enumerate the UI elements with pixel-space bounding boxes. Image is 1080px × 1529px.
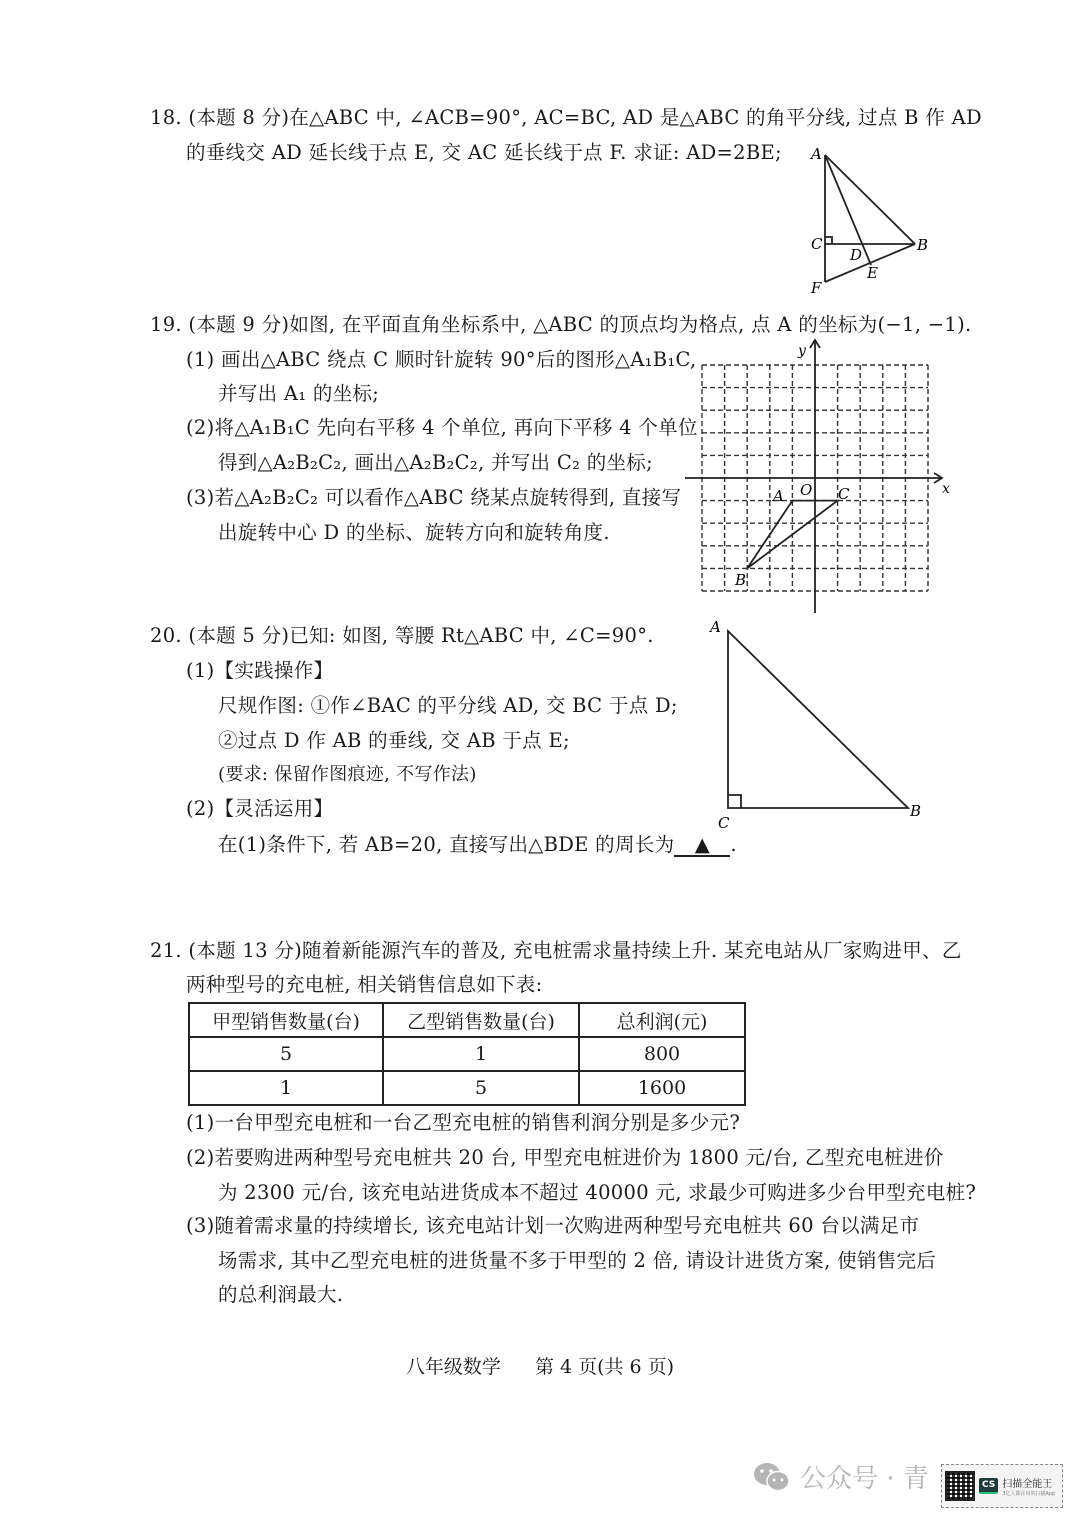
table-header: 总利润(元) bbox=[579, 1003, 745, 1037]
q20-part1-requirement: (要求: 保留作图痕迹, 不写作法) bbox=[218, 764, 477, 785]
q20-label-b: B bbox=[910, 802, 922, 820]
q21-part3-line3: 的总利润最大. bbox=[218, 1283, 344, 1306]
wechat-icon bbox=[752, 1461, 792, 1493]
q18-label-b: B bbox=[917, 236, 929, 254]
q20-part1-step2: ②过点 D 作 AB 的垂线, 交 AB 于点 E; bbox=[218, 729, 570, 752]
q19-part2-line2: 得到△A₂B₂C₂, 画出△A₂B₂C₂, 并写出 C₂ 的坐标; bbox=[218, 451, 653, 474]
table-cell: 5 bbox=[189, 1037, 383, 1071]
table-header: 乙型销售数量(台) bbox=[383, 1003, 579, 1037]
q21-line1: 21. (本题 13 分)随着新能源汽车的普及, 充电桩需求量持续上升. 某充电站从厂家购进甲、乙 bbox=[150, 939, 962, 962]
q20-line1: 20. (本题 5 分)已知: 如图, 等腰 Rt△ABC 中, ∠C=90°. bbox=[150, 624, 654, 647]
point-c-label: C bbox=[838, 485, 850, 503]
table-header-row bbox=[189, 1003, 745, 1037]
q19-part1-line1: (1) 画出△ABC 绕点 C 顺时针旋转 90°后的图形△A₁B₁C, bbox=[186, 348, 697, 371]
q20-part1-step1: 尺规作图: ①作∠BAC 的平分线 AD, 交 BC 于点 D; bbox=[218, 694, 678, 717]
answer-blank[interactable] bbox=[674, 835, 730, 857]
table-row bbox=[189, 1071, 745, 1105]
q19-part1-line2: 并写出 A₁ 的坐标; bbox=[218, 382, 380, 405]
q21-part3-line2: 场需求, 其中乙型充电桩的进货量不多于甲型的 2 倍, 请设计进货方案, 使销售完后 bbox=[218, 1249, 937, 1272]
table-cell: 1600 bbox=[579, 1071, 745, 1105]
q21-part1: (1)一台甲型充电桩和一台乙型充电桩的销售利润分别是多少元? bbox=[186, 1111, 741, 1134]
q19-line1: 19. (本题 9 分)如图, 在平面直角坐标系中, △ABC 的顶点均为格点, 点 A 的坐标为(−1, −1). bbox=[150, 313, 972, 336]
wechat-watermark bbox=[752, 1458, 929, 1495]
q19-part3-line1: (3)若△A₂B₂C₂ 可以看作△ABC 绕某点旋转得到, 直接写 bbox=[186, 486, 682, 509]
q20-part1-title: (1)【实践操作】 bbox=[186, 659, 334, 682]
scanner-subtitle: 3亿人都在用的扫描App bbox=[1002, 1491, 1056, 1497]
q18-label-e: E bbox=[867, 264, 878, 282]
point-b-label: B bbox=[735, 571, 747, 589]
q20-figure bbox=[700, 612, 940, 837]
q18-figure bbox=[805, 145, 935, 295]
q19-part3-line2: 出旋转中心 D 的坐标、旋转方向和旋转角度. bbox=[218, 521, 610, 544]
table-row bbox=[189, 1037, 745, 1071]
q18-label-a: A bbox=[811, 145, 822, 163]
camscanner-badge bbox=[941, 1464, 1063, 1508]
q19-part2-line1: (2)将△A₁B₁C 先向右平移 4 个单位, 再向下平移 4 个单位 bbox=[186, 416, 698, 439]
q21-part2-line1: (2)若要购进两种型号充电桩共 20 台, 甲型充电桩进价为 1800 元/台, 乙型充电桩进价 bbox=[186, 1146, 944, 1169]
table-cell: 5 bbox=[383, 1071, 579, 1105]
point-a-label: A bbox=[773, 487, 784, 505]
table-header: 甲型销售数量(台) bbox=[189, 1003, 383, 1037]
page-footer bbox=[0, 1352, 1080, 1379]
q20-part2-title: (2)【灵活运用】 bbox=[186, 797, 334, 820]
table-cell: 800 bbox=[579, 1037, 745, 1071]
camscanner-logo-icon: CS bbox=[979, 1478, 998, 1494]
q18-label-c: C bbox=[811, 235, 823, 253]
table-cell: 1 bbox=[383, 1037, 579, 1071]
qr-code-icon bbox=[945, 1471, 975, 1501]
q21-part2-line2: 为 2300 元/台, 该充电站进货成本不超过 40000 元, 求最少可购进多少台甲型充电桩? bbox=[218, 1181, 977, 1204]
q18-line2: 的垂线交 AD 延长线于点 E, 交 AC 延长线于点 F. 求证: AD=2BE; bbox=[186, 141, 782, 164]
triangle-mark-icon: ▲ bbox=[694, 833, 711, 856]
q21-part3-line1: (3)随着需求量的持续增长, 该充电站计划一次购进两种型号充电桩共 60 台以满足市 bbox=[186, 1214, 920, 1237]
q18-line1: 18. (本题 8 分)在△ABC 中, ∠ACB=90°, AC=BC, AD 是△ABC 的角平分线, 过点 B 作 AD bbox=[150, 106, 982, 129]
footer-subject: 八年级数学 bbox=[405, 1356, 501, 1378]
q18-label-f: F bbox=[811, 279, 822, 295]
table-cell: 1 bbox=[189, 1071, 383, 1105]
origin-label: O bbox=[800, 481, 813, 499]
q20-label-c: C bbox=[718, 814, 730, 832]
sales-info-table bbox=[188, 1002, 746, 1106]
q20-part2-text-row: 在(1)条件下, 若 AB=20, 直接写出△BDE 的周长为 ▲ . bbox=[218, 833, 737, 856]
q20-label-a: A bbox=[710, 618, 721, 636]
q19-coordinate-grid bbox=[680, 335, 950, 615]
watermark-text: 公众号 · 青 bbox=[800, 1464, 929, 1494]
q18-label-d: D bbox=[850, 246, 863, 264]
q20-part2-text: 在(1)条件下, 若 AB=20, 直接写出△BDE 的周长为 bbox=[218, 833, 675, 856]
x-axis-label: x bbox=[942, 481, 950, 497]
scanner-brand: 扫描全能王 bbox=[1002, 1479, 1053, 1490]
q21-line2: 两种型号的充电桩, 相关销售信息如下表: bbox=[186, 973, 543, 996]
triangle-abc-right bbox=[728, 631, 908, 808]
footer-page-number: 第 4 页(共 6 页) bbox=[534, 1356, 675, 1378]
y-axis-label: y bbox=[798, 343, 806, 359]
